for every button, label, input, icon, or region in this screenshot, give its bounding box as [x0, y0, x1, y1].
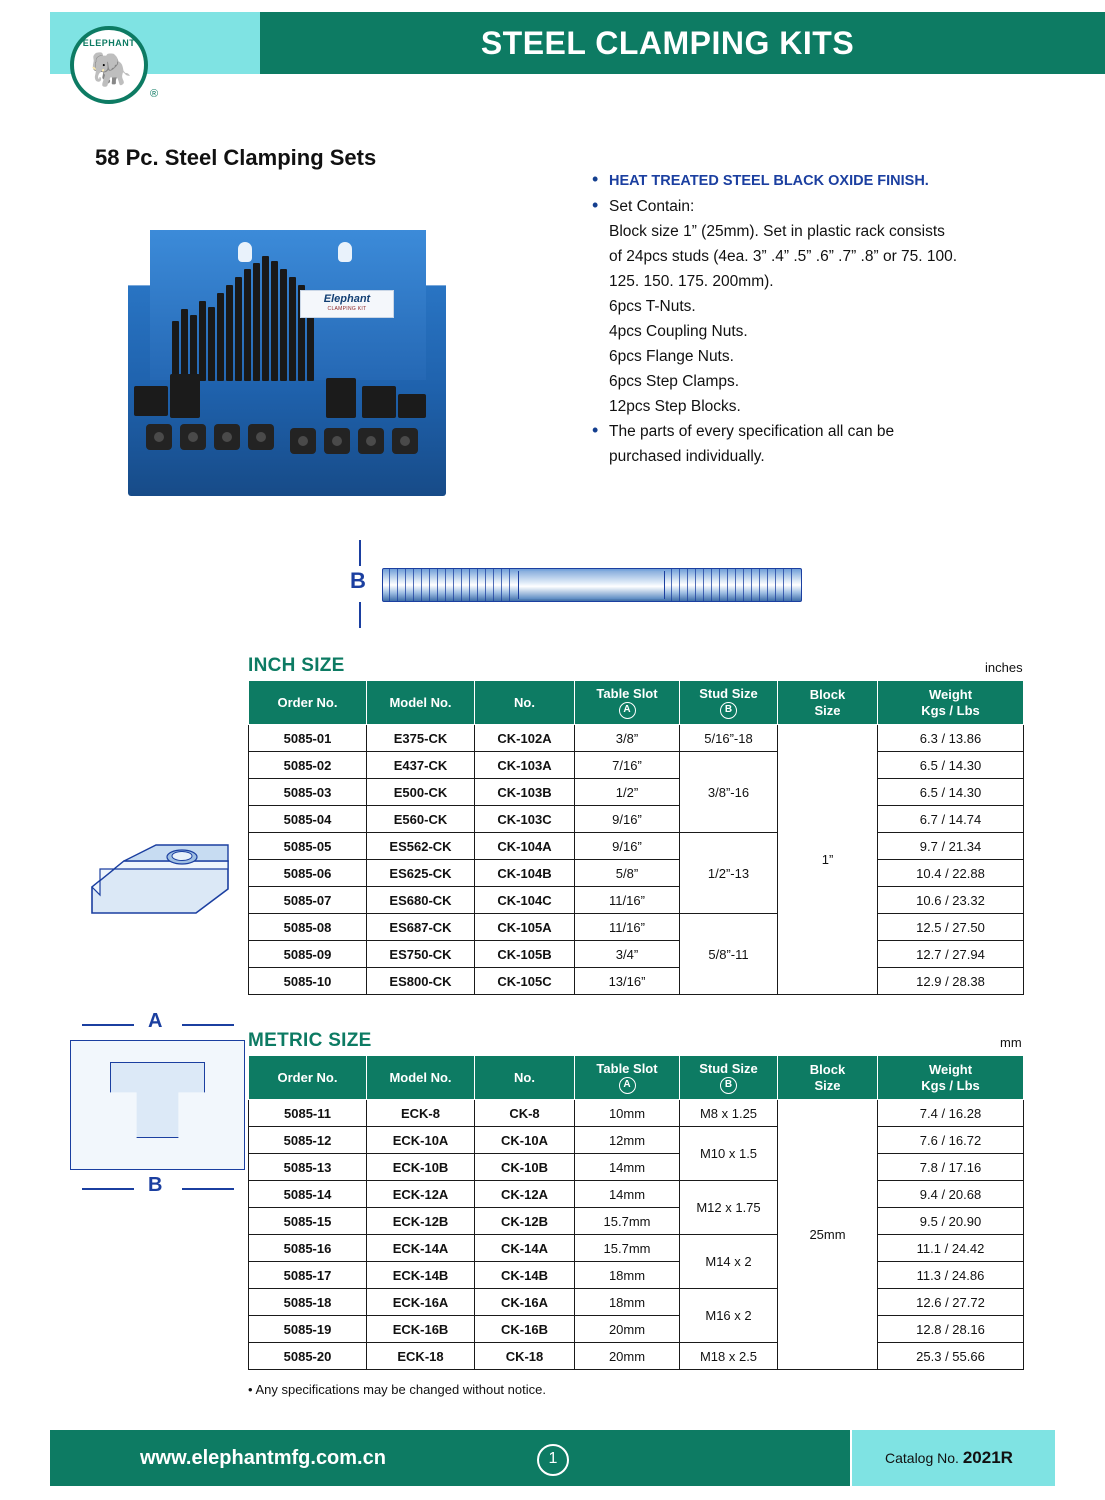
cell-table-slot: 18mm	[575, 1262, 680, 1289]
cell-weight: 12.8 / 28.16	[878, 1316, 1024, 1343]
col-stud-size-label: Stud Size	[699, 686, 758, 701]
cell-no: CK-104C	[475, 887, 575, 914]
col-stud-size-label: Stud Size	[699, 1061, 758, 1076]
col-stud-size	[680, 1056, 778, 1100]
cell-table-slot: 5/8”	[575, 860, 680, 887]
cell-table-slot: 15.7mm	[575, 1235, 680, 1262]
col-block-size: Block Size	[778, 681, 878, 725]
spec-line: 6pcs T-Nuts.	[609, 298, 696, 315]
spec-line: 12pcs Step Blocks.	[609, 398, 741, 415]
cell-stud-size: 3/8”-16	[680, 752, 778, 833]
cell-weight: 12.9 / 28.38	[878, 968, 1024, 995]
table-row	[249, 968, 1024, 995]
stud-diagram	[350, 540, 820, 640]
brand-label-sub: CLAMPING KIT	[327, 306, 367, 312]
cell-block-size: 1”	[778, 725, 878, 995]
cell-stud-size: 5/8”-11	[680, 914, 778, 995]
table-row	[249, 1208, 1024, 1235]
cell-order-no: 5085-18	[249, 1289, 367, 1316]
cell-order-no: 5085-12	[249, 1127, 367, 1154]
cell-order-no: 5085-14	[249, 1181, 367, 1208]
table-row	[249, 1316, 1024, 1343]
inch-table-caption: INCH SIZE	[248, 655, 345, 676]
table-row	[249, 806, 1024, 833]
spec-contain-label: • Set Contain:	[592, 194, 1062, 219]
col-stud-size	[680, 681, 778, 725]
cell-table-slot: 14mm	[575, 1181, 680, 1208]
cell-order-no: 5085-05	[249, 833, 367, 860]
spec-footnote-2: purchased individually.	[609, 448, 765, 465]
website-link[interactable]: www.elephantmfg.com.cn	[140, 1447, 386, 1469]
cell-table-slot: 11/16”	[575, 887, 680, 914]
table-row	[249, 1100, 1024, 1127]
cell-order-no: 5085-03	[249, 779, 367, 806]
stud-illustration	[382, 568, 802, 602]
cell-no: CK-12A	[475, 1181, 575, 1208]
cell-block-size: 25mm	[778, 1100, 878, 1370]
table-row	[249, 1262, 1024, 1289]
cell-no: CK-8	[475, 1100, 575, 1127]
cell-weight: 6.3 / 13.86	[878, 725, 1024, 752]
cell-weight: 11.3 / 24.86	[878, 1262, 1024, 1289]
mark-a-icon: A	[619, 702, 636, 719]
table-row	[249, 833, 1024, 860]
brand-label	[300, 290, 394, 318]
cell-order-no: 5085-17	[249, 1262, 367, 1289]
table-row	[249, 1154, 1024, 1181]
metric-size-table	[248, 1055, 1024, 1370]
stud-dimension-label-b: B	[350, 568, 366, 593]
cell-table-slot: 3/8”	[575, 725, 680, 752]
cell-no: CK-14A	[475, 1235, 575, 1262]
cell-no: CK-103B	[475, 779, 575, 806]
metric-table-unit: mm	[1000, 1035, 1022, 1050]
cell-no: CK-10A	[475, 1127, 575, 1154]
table-row	[249, 1181, 1024, 1208]
col-table-slot-label: Table Slot	[596, 1061, 658, 1076]
tnut-svg	[78, 835, 238, 945]
col-model-no: Model No.	[367, 681, 475, 725]
cell-table-slot: 10mm	[575, 1100, 680, 1127]
cell-no: CK-12B	[475, 1208, 575, 1235]
cell-weight: 6.5 / 14.30	[878, 779, 1024, 806]
cell-order-no: 5085-16	[249, 1235, 367, 1262]
table-row	[249, 914, 1024, 941]
cell-stud-size: M10 x 1.5	[680, 1127, 778, 1181]
mark-b-icon: B	[720, 702, 737, 719]
table-row	[249, 941, 1024, 968]
page-title: STEEL CLAMPING KITS	[480, 25, 855, 61]
elephant-icon: 🐘	[90, 51, 133, 89]
cell-stud-size: M12 x 1.75	[680, 1181, 778, 1235]
table-row	[249, 1127, 1024, 1154]
cell-order-no: 5085-08	[249, 914, 367, 941]
cell-no: CK-105A	[475, 914, 575, 941]
cell-model-no: ECK-8	[367, 1100, 475, 1127]
cell-stud-size: M18 x 2.5	[680, 1343, 778, 1370]
cell-weight: 7.6 / 16.72	[878, 1127, 1024, 1154]
spec-footnote-1: • The parts of every specification all can be	[592, 419, 1062, 444]
col-table-slot	[575, 681, 680, 725]
table-row	[249, 752, 1024, 779]
cell-order-no: 5085-19	[249, 1316, 367, 1343]
cell-order-no: 5085-09	[249, 941, 367, 968]
cell-stud-size: M8 x 1.25	[680, 1100, 778, 1127]
dimension-line	[359, 540, 361, 566]
cell-table-slot: 20mm	[575, 1343, 680, 1370]
cell-order-no: 5085-10	[249, 968, 367, 995]
cell-model-no: E500-CK	[367, 779, 475, 806]
cell-table-slot: 9/16”	[575, 833, 680, 860]
dimension-arrow	[182, 1024, 234, 1026]
cell-no: CK-104B	[475, 860, 575, 887]
specs-list	[592, 168, 1062, 469]
cell-table-slot: 7/16”	[575, 752, 680, 779]
cell-order-no: 5085-20	[249, 1343, 367, 1370]
cell-table-slot: 20mm	[575, 1316, 680, 1343]
cell-no: CK-103C	[475, 806, 575, 833]
nuts-group	[140, 418, 430, 486]
registered-mark: ®	[150, 88, 159, 100]
dimension-line	[359, 602, 361, 628]
dimension-arrow	[82, 1024, 134, 1026]
tnut-illustration	[78, 835, 238, 945]
col-order-no: Order No.	[249, 681, 367, 725]
spec-line: of 24pcs studs (4ea. 3” .4” .5” .6” .7” .8” or 75. 100.	[609, 248, 958, 265]
disclaimer-note: • Any specifications may be changed without notice.	[248, 1382, 546, 1397]
catalog-number	[885, 1430, 1013, 1486]
mark-a-icon: A	[619, 1077, 636, 1094]
cell-model-no: ECK-10A	[367, 1127, 475, 1154]
cell-weight: 7.4 / 16.28	[878, 1100, 1024, 1127]
logo-wordmark: ELEPHANT	[82, 38, 136, 48]
cell-model-no: ECK-14A	[367, 1235, 475, 1262]
inch-table-body	[249, 725, 1024, 995]
cell-weight: 9.5 / 20.90	[878, 1208, 1024, 1235]
cell-stud-size: 5/16”-18	[680, 725, 778, 752]
cell-no: CK-18	[475, 1343, 575, 1370]
cell-weight: 25.3 / 55.66	[878, 1343, 1024, 1370]
cell-table-slot: 1/2”	[575, 779, 680, 806]
dimension-arrow	[82, 1188, 134, 1190]
page-number: 1	[537, 1444, 569, 1476]
cell-order-no: 5085-07	[249, 887, 367, 914]
cell-model-no: E437-CK	[367, 752, 475, 779]
col-block-size: Block Size	[778, 1056, 878, 1100]
col-table-slot-label: Table Slot	[596, 686, 658, 701]
company-logo	[70, 26, 182, 106]
tslot-label-a: A	[148, 1010, 163, 1032]
cell-no: CK-16A	[475, 1289, 575, 1316]
table-header-row	[249, 1056, 1024, 1100]
spec-line: 6pcs Step Clamps.	[609, 373, 740, 390]
col-weight: Weight Kgs / Lbs	[878, 1056, 1024, 1100]
spec-headline	[592, 168, 1062, 194]
table-header-row	[249, 681, 1024, 725]
col-weight: Weight Kgs / Lbs	[878, 681, 1024, 725]
cell-no: CK-102A	[475, 725, 575, 752]
cell-weight: 9.4 / 20.68	[878, 1181, 1024, 1208]
cell-model-no: ES680-CK	[367, 887, 475, 914]
cell-model-no: ECK-12A	[367, 1181, 475, 1208]
brand-label-text: Elephant	[323, 293, 371, 305]
cell-order-no: 5085-11	[249, 1100, 367, 1127]
cell-model-no: ES625-CK	[367, 860, 475, 887]
metric-table-caption: METRIC SIZE	[248, 1030, 372, 1051]
spec-line: 6pcs Flange Nuts.	[609, 348, 734, 365]
mark-b-icon: B	[720, 1077, 737, 1094]
cell-model-no: ECK-18	[367, 1343, 475, 1370]
table-row	[249, 860, 1024, 887]
cell-no: CK-105C	[475, 968, 575, 995]
table-row	[249, 1289, 1024, 1316]
cell-model-no: ES750-CK	[367, 941, 475, 968]
metric-table-body	[249, 1100, 1024, 1370]
dimension-arrow	[182, 1188, 234, 1190]
table-row	[249, 779, 1024, 806]
cell-no: CK-14B	[475, 1262, 575, 1289]
cell-order-no: 5085-06	[249, 860, 367, 887]
inch-size-table	[248, 680, 1024, 995]
cell-weight: 6.7 / 14.74	[878, 806, 1024, 833]
cell-model-no: ES800-CK	[367, 968, 475, 995]
cell-table-slot: 15.7mm	[575, 1208, 680, 1235]
table-row	[249, 887, 1024, 914]
cell-stud-size: 1/2”-13	[680, 833, 778, 914]
cell-no: CK-10B	[475, 1154, 575, 1181]
cell-model-no: ES687-CK	[367, 914, 475, 941]
cell-weight: 12.7 / 27.94	[878, 941, 1024, 968]
tslot-label-b: B	[148, 1174, 163, 1196]
col-no: No.	[475, 1056, 575, 1100]
cell-table-slot: 14mm	[575, 1154, 680, 1181]
cell-model-no: ECK-16A	[367, 1289, 475, 1316]
tslot-illustration	[70, 1010, 245, 1200]
cell-weight: 6.5 / 14.30	[878, 752, 1024, 779]
spec-headline-text: HEAT TREATED STEEL BLACK OXIDE FINISH.	[609, 173, 929, 189]
cell-model-no: ECK-12B	[367, 1208, 475, 1235]
product-photo	[110, 218, 460, 498]
cell-order-no: 5085-04	[249, 806, 367, 833]
col-table-slot	[575, 1056, 680, 1100]
section-title: 58 Pc. Steel Clamping Sets	[95, 145, 377, 170]
catalog-value: 2021R	[962, 1448, 1013, 1467]
cell-weight: 11.1 / 24.42	[878, 1235, 1024, 1262]
col-model-no: Model No.	[367, 1056, 475, 1100]
inch-table-unit: inches	[985, 660, 1023, 675]
cell-weight: 12.6 / 27.72	[878, 1289, 1024, 1316]
cell-order-no: 5085-15	[249, 1208, 367, 1235]
table-row	[249, 1343, 1024, 1370]
cell-no: CK-16B	[475, 1316, 575, 1343]
catalog-label: Catalog No.	[885, 1450, 959, 1466]
cell-weight: 12.5 / 27.50	[878, 914, 1024, 941]
cell-table-slot: 9/16”	[575, 806, 680, 833]
spec-line: Block size 1” (25mm). Set in plastic rack consists	[609, 223, 945, 240]
cell-table-slot: 3/4”	[575, 941, 680, 968]
table-row	[249, 1235, 1024, 1262]
cell-order-no: 5085-02	[249, 752, 367, 779]
cell-weight: 7.8 / 17.16	[878, 1154, 1024, 1181]
cell-table-slot: 12mm	[575, 1127, 680, 1154]
col-no: No.	[475, 681, 575, 725]
cell-stud-size: M14 x 2	[680, 1235, 778, 1289]
cell-no: CK-105B	[475, 941, 575, 968]
cell-stud-size: M16 x 2	[680, 1289, 778, 1343]
spec-line: 4pcs Coupling Nuts.	[609, 323, 748, 340]
cell-table-slot: 11/16”	[575, 914, 680, 941]
cell-no: CK-104A	[475, 833, 575, 860]
cell-weight: 9.7 / 21.34	[878, 833, 1024, 860]
cell-weight: 10.6 / 23.32	[878, 887, 1024, 914]
cell-model-no: E375-CK	[367, 725, 475, 752]
col-order-no: Order No.	[249, 1056, 367, 1100]
cell-model-no: ECK-10B	[367, 1154, 475, 1181]
cell-model-no: E560-CK	[367, 806, 475, 833]
cell-table-slot: 18mm	[575, 1289, 680, 1316]
page-footer	[0, 1430, 1105, 1486]
cell-weight: 10.4 / 22.88	[878, 860, 1024, 887]
cell-table-slot: 13/16”	[575, 968, 680, 995]
cell-order-no: 5085-13	[249, 1154, 367, 1181]
cell-model-no: ES562-CK	[367, 833, 475, 860]
spec-line: 125. 150. 175. 200mm).	[609, 273, 774, 290]
cell-model-no: ECK-16B	[367, 1316, 475, 1343]
cell-order-no: 5085-01	[249, 725, 367, 752]
cell-model-no: ECK-14B	[367, 1262, 475, 1289]
cell-no: CK-103A	[475, 752, 575, 779]
table-row	[249, 725, 1024, 752]
